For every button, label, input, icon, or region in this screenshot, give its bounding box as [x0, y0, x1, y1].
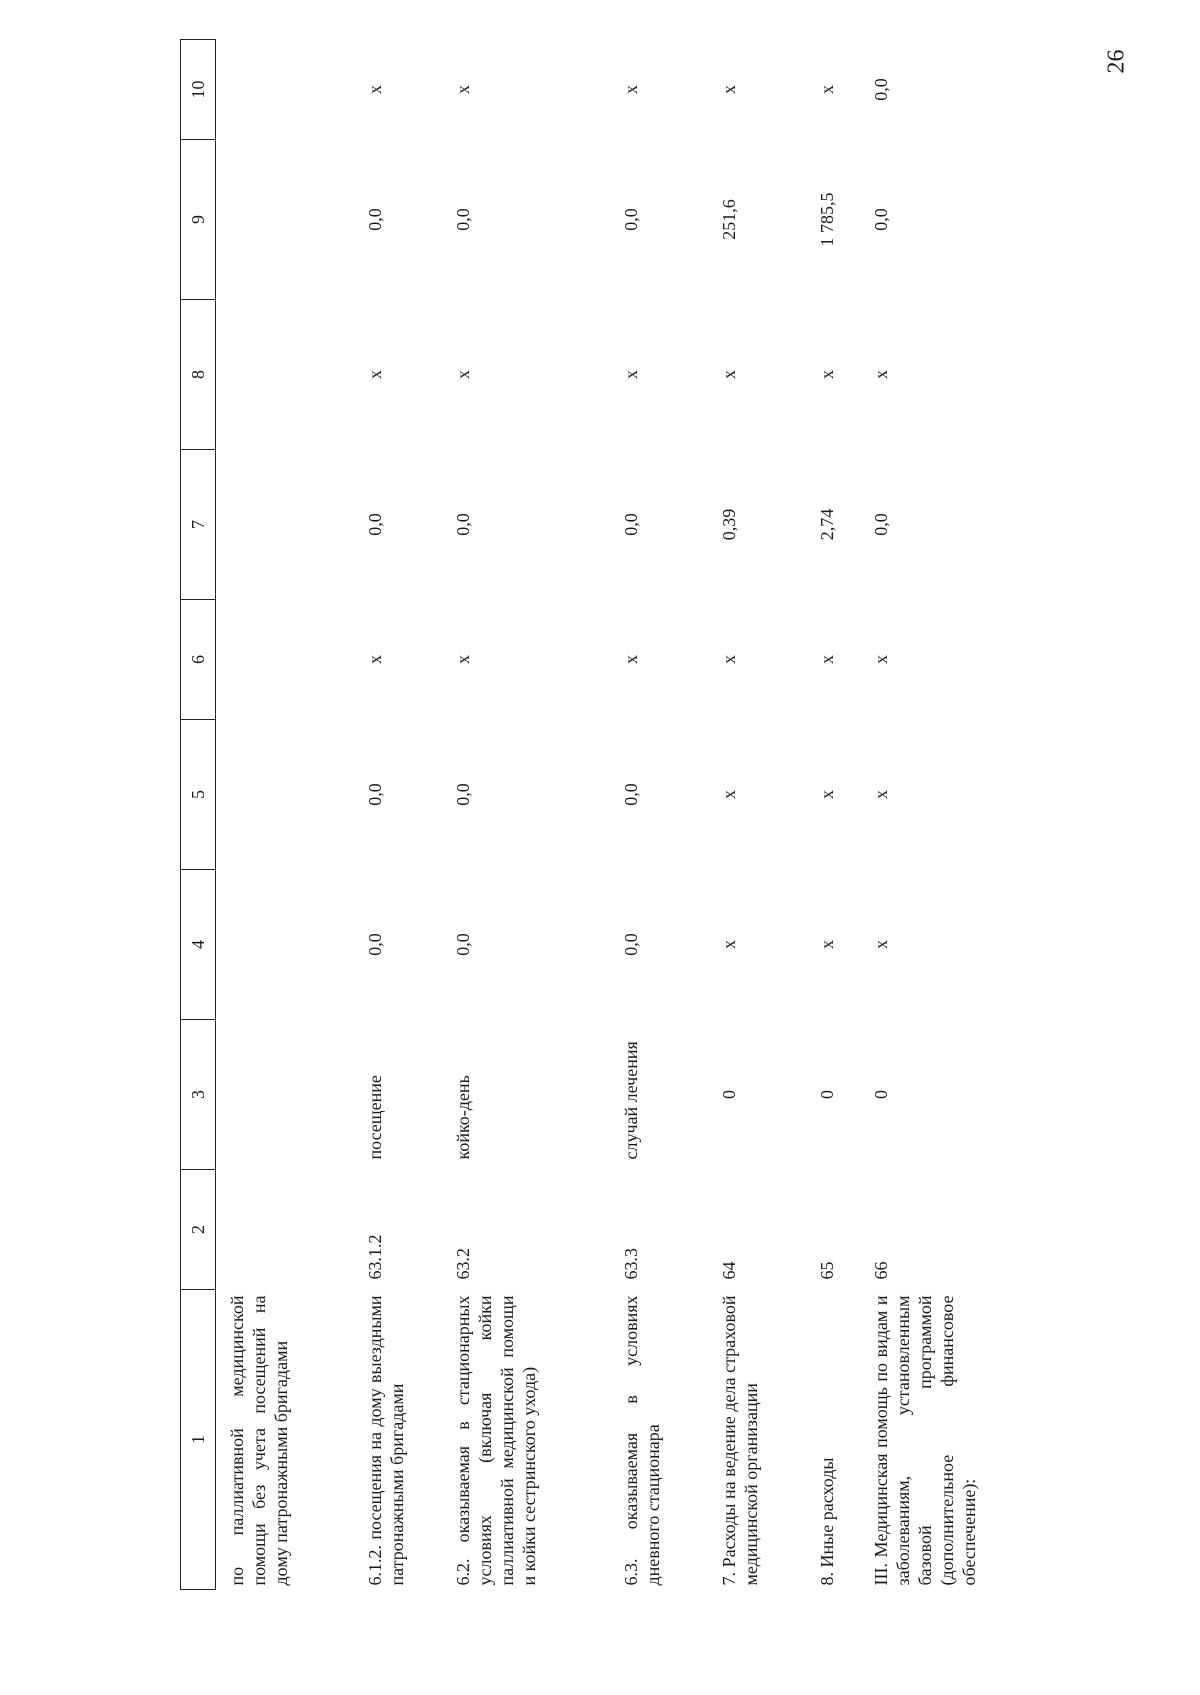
column-header: 7: [181, 450, 216, 600]
row-unit: 0: [817, 1090, 837, 1099]
cell-col4: 0,0: [621, 933, 641, 956]
row-code: 63.3: [621, 1248, 641, 1280]
row-description: III. Медицинская помощь по видам и заболеваниям, установленным базовой программой (дополнительное финансовое обеспечение):: [871, 1295, 979, 1586]
row-code: 63.2: [453, 1248, 473, 1280]
column-header: 6: [181, 600, 216, 720]
cell-col7: [216, 450, 355, 600]
cell-col8: x: [365, 370, 385, 379]
column-header: 1: [181, 1290, 216, 1590]
row-unit: случай лечения: [621, 1041, 641, 1160]
cell-col6: x: [365, 655, 385, 664]
table-row: [442, 40, 610, 1590]
cell-col5: 0,0: [621, 783, 641, 806]
table-row: [354, 40, 442, 1590]
cell-col4: x: [871, 940, 891, 949]
cell-col7: 0,0: [871, 513, 891, 536]
column-header: 10: [181, 40, 216, 140]
table-row: [806, 40, 860, 1590]
cell-col9: [216, 140, 355, 300]
column-header: 9: [181, 140, 216, 300]
cell-col4: x: [817, 940, 837, 949]
row-unit: 0: [719, 1090, 739, 1099]
table-row: [708, 40, 806, 1590]
cell-col4: x: [719, 940, 739, 949]
row-description: 7. Расходы на ведение дела страховой медицинской организации: [719, 1295, 761, 1586]
cell-col6: x: [719, 655, 739, 664]
row-code: [216, 1170, 355, 1290]
row-unit: койко-день: [453, 1075, 473, 1160]
table-row: [610, 40, 708, 1590]
cell-col4: 0,0: [453, 933, 473, 956]
row-unit: 0: [871, 1090, 891, 1099]
cell-col5: [216, 720, 355, 870]
cell-col7: 2,74: [817, 508, 837, 541]
cell-col10: x: [365, 85, 385, 94]
cell-col10: x: [453, 85, 473, 94]
cell-col5: 0,0: [365, 783, 385, 806]
cell-col8: x: [621, 370, 641, 379]
cell-col10: 0,0: [871, 78, 891, 101]
table-row: [216, 40, 355, 1590]
row-description: 6.1.2. посещения на дому выездными патронажными бригадами: [365, 1295, 407, 1586]
row-code: 65: [817, 1261, 837, 1280]
cell-col10: x: [817, 85, 837, 94]
row-code: 66: [871, 1261, 891, 1280]
cell-col7: 0,39: [719, 508, 739, 541]
cell-col8: [216, 300, 355, 450]
cell-col4: 0,0: [365, 933, 385, 956]
column-header: 2: [181, 1170, 216, 1290]
page-number: 26: [1103, 49, 1130, 74]
column-header: 5: [181, 720, 216, 870]
cell-col9: 0,0: [453, 208, 473, 231]
table-row: [860, 40, 1018, 1590]
column-header: 3: [181, 1020, 216, 1170]
row-unit: [216, 1020, 355, 1170]
cell-col9: 0,0: [365, 208, 385, 231]
cell-col7: 0,0: [621, 513, 641, 536]
cell-col10: [216, 40, 355, 140]
cell-col6: [216, 600, 355, 720]
row-code: 64: [719, 1261, 739, 1280]
cell-col5: x: [719, 790, 739, 799]
cell-col9: 0,0: [621, 208, 641, 231]
cell-col6: x: [871, 655, 891, 664]
row-description: 8. Иные расходы: [817, 1457, 837, 1586]
rotated-table-sheet: [180, 40, 979, 1590]
cell-col7: 0,0: [453, 513, 473, 536]
cell-col5: 0,0: [453, 783, 473, 806]
row-description: 6.3. оказываемая в условиях дневного стационара: [621, 1295, 663, 1586]
data-table: [180, 39, 1018, 1590]
row-unit: посещение: [365, 1075, 385, 1160]
cell-col8: x: [871, 370, 891, 379]
cell-col6: x: [453, 655, 473, 664]
row-description: 6.2. оказываемая в стационарных условиях (включая койки паллиативной медицинской помощи и койки сестринского ухода): [453, 1295, 539, 1586]
column-header: 4: [181, 870, 216, 1020]
cell-col9: 0,0: [871, 208, 891, 231]
row-code: 63.1.2: [365, 1234, 385, 1280]
row-description: по паллиативной медицинской помощи без учета посещений на дому патронажными бригадами: [227, 1295, 291, 1586]
cell-col10: x: [719, 85, 739, 94]
cell-col5: x: [817, 790, 837, 799]
cell-col6: x: [817, 655, 837, 664]
cell-col9: 1 785,5: [817, 192, 837, 247]
cell-col8: x: [719, 370, 739, 379]
cell-col5: x: [871, 790, 891, 799]
cell-col7: 0,0: [365, 513, 385, 536]
table-header-row: [181, 40, 216, 1590]
column-header: 8: [181, 300, 216, 450]
cell-col9: 251,6: [719, 199, 739, 240]
cell-col10: x: [621, 85, 641, 94]
cell-col6: x: [621, 655, 641, 664]
cell-col8: x: [817, 370, 837, 379]
cell-col4: [216, 870, 355, 1020]
cell-col8: x: [453, 370, 473, 379]
